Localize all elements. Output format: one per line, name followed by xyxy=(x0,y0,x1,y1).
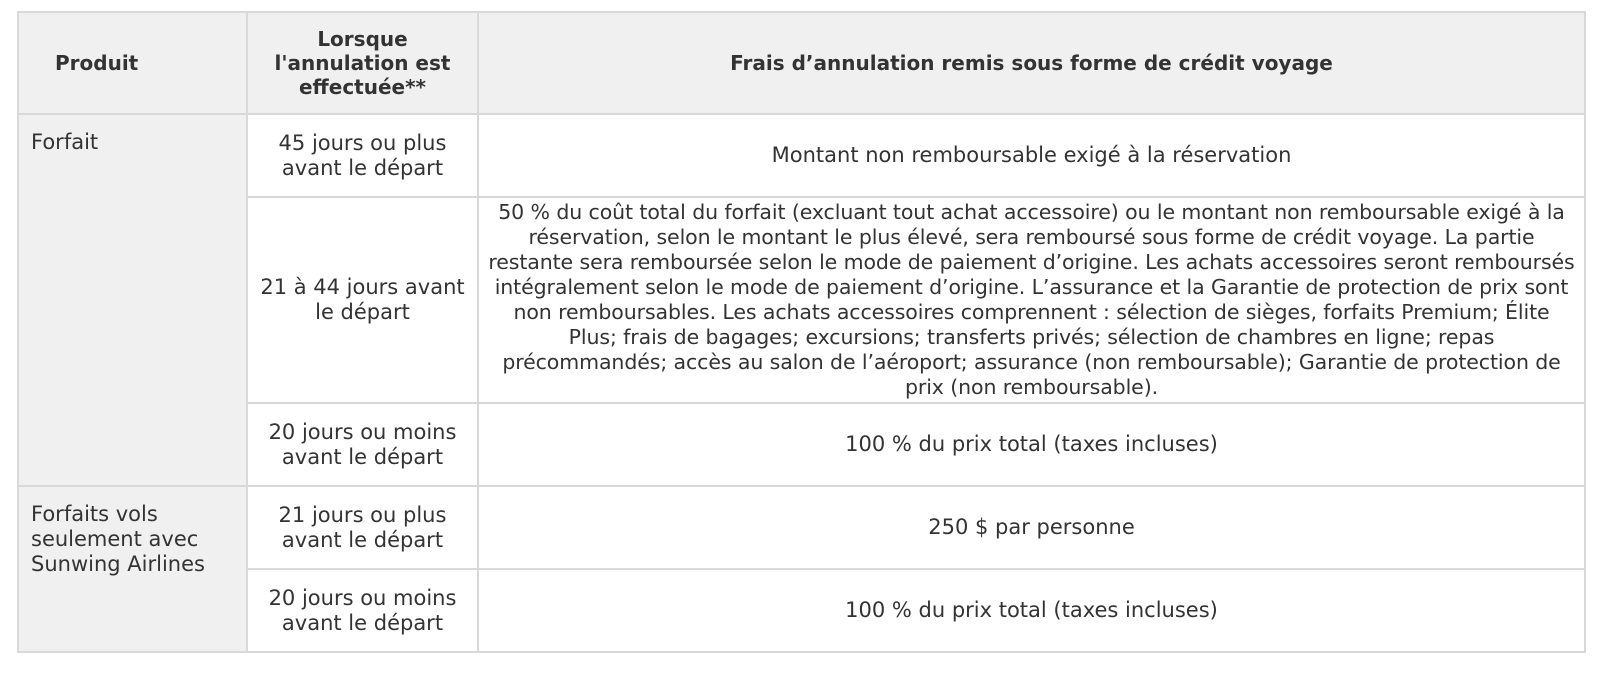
product-cell-flights-only: Forfaits vols seulement avec Sunwing Airlines xyxy=(18,486,247,652)
fee-cell: 50 % du coût total du forfait (excluant tout achat accessoire) ou le montant non remboursable exigé à la réservation, selon le montant le plus élevé, sera remboursé sous forme de crédit voyage. La partie restante sera remboursée selon le mode de paiement d’origine. Les achats accessoires seront remboursés intégralement selon le mode de paiement d’origine. L’assurance et la Garantie de protection de prix sont non remboursables. Les achats accessoires comprennent : sélection de sièges, forfaits Premium; Élite Plus; frais de bagages; excursions; transferts privés; sélection de chambres en ligne; repas précommandés; accès au salon de l’aéroport; assurance (non remboursable); Garantie de protection de prix (non remboursable). xyxy=(478,197,1585,403)
product-cell-forfait: Forfait xyxy=(18,114,247,486)
header-row xyxy=(18,12,1585,114)
table-row xyxy=(18,569,1585,652)
fee-cell: 100 % du prix total (taxes incluses) xyxy=(478,569,1585,652)
fee-cell: 100 % du prix total (taxes incluses) xyxy=(478,403,1585,486)
header-product: Produit xyxy=(18,12,247,114)
fee-cell: 250 $ par personne xyxy=(478,486,1585,569)
table-row xyxy=(18,114,1585,197)
table-row xyxy=(18,403,1585,486)
header-fee: Frais d’annulation remis sous forme de crédit voyage xyxy=(478,12,1585,114)
when-cell: 21 jours ou plus avant le départ xyxy=(247,486,478,569)
table-header xyxy=(18,12,1585,114)
table-body xyxy=(18,114,1585,652)
when-cell: 20 jours ou moins avant le départ xyxy=(247,403,478,486)
table-row xyxy=(18,197,1585,403)
cancellation-fees-table xyxy=(17,11,1586,653)
when-cell: 45 jours ou plus avant le départ xyxy=(247,114,478,197)
fee-cell: Montant non remboursable exigé à la réservation xyxy=(478,114,1585,197)
when-cell: 20 jours ou moins avant le départ xyxy=(247,569,478,652)
when-cell: 21 à 44 jours avant le départ xyxy=(247,197,478,403)
table-row xyxy=(18,486,1585,569)
header-when: Lorsque l'annulation est effectuée** xyxy=(247,12,478,114)
